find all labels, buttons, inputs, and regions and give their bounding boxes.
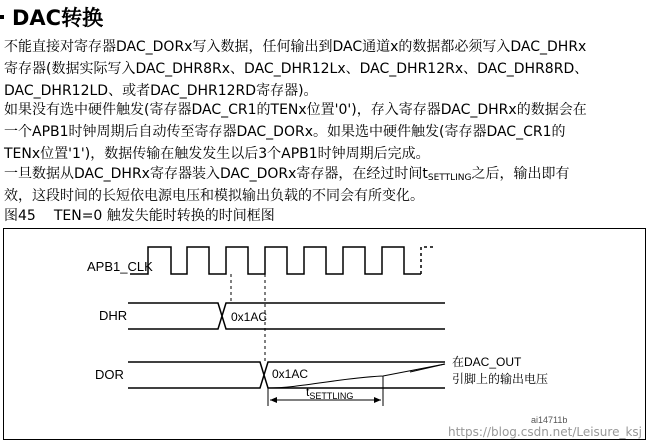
paragraph-line: DAC_DHR12LD、或者DAC_DHR12RD寄存器)。 [4,83,318,99]
dor-value: 0x1AC [272,367,309,381]
dhr-signal-label: DHR [99,308,128,323]
paragraph-line: 不能直接对寄存器DAC_DORx写入数据，任何输出到DAC通道x的数据都必须写入DAC_DHRx [4,39,587,55]
text-segment: 一旦数据从DAC_DHRx寄存器装入DAC_DORx寄存器，在经过时间t [4,166,428,182]
heading-title: DAC转换 [12,6,104,30]
figure-code: ai14711b [531,415,568,425]
dhr-value: 0x1AC [231,310,268,324]
source-watermark: https://blog.csdn.net/Leisure_ksj [448,425,642,439]
figure-number: 图45 [4,208,36,224]
dhr-waveform [128,303,445,329]
paragraph-line: 如果没有选中硬件触发(寄存器DAC_CR1的TENx位置'0')，存入寄存器DAC_DHRx的数据会在 [4,102,587,118]
output-leader-line [410,364,445,372]
figure-title: TEN=0 触发失能时转换的时间框图 [53,208,275,224]
paragraph-line: 一个APB1时钟周期后自动传至寄存器DAC_DORx。如果选中硬件触发(寄存器DAC_CR1的 [4,124,566,140]
settling-label: $t_{SETTLING}$ [306,385,354,401]
settling-subscript: SETTLING [427,173,472,183]
paragraph-line: TENx位置'1')，数据传输在触发发生以后3个APB1时钟周期后完成。 [4,146,430,162]
clock-continuation-dashes [421,247,436,274]
clock-signal-label: APB1_CLK [87,259,153,274]
output-note-line1: 在DAC_OUT [452,355,522,369]
text-segment: 之后，输出即有 [471,166,570,182]
output-note-line2: 引脚上的输出电压 [452,372,549,386]
paragraph-line: 寄存器(数据实际写入DAC_DHR8Rx、DAC_DHR12Lx、DAC_DHR12Rx、DAC_DHR8RD、 [4,61,589,77]
dor-signal-label: DOR [95,367,124,382]
clock-waveform [130,247,421,274]
paragraph-line: 效，这段时间的长短依电源电压和模拟输出负载的不同会有所变化。 [4,188,424,204]
